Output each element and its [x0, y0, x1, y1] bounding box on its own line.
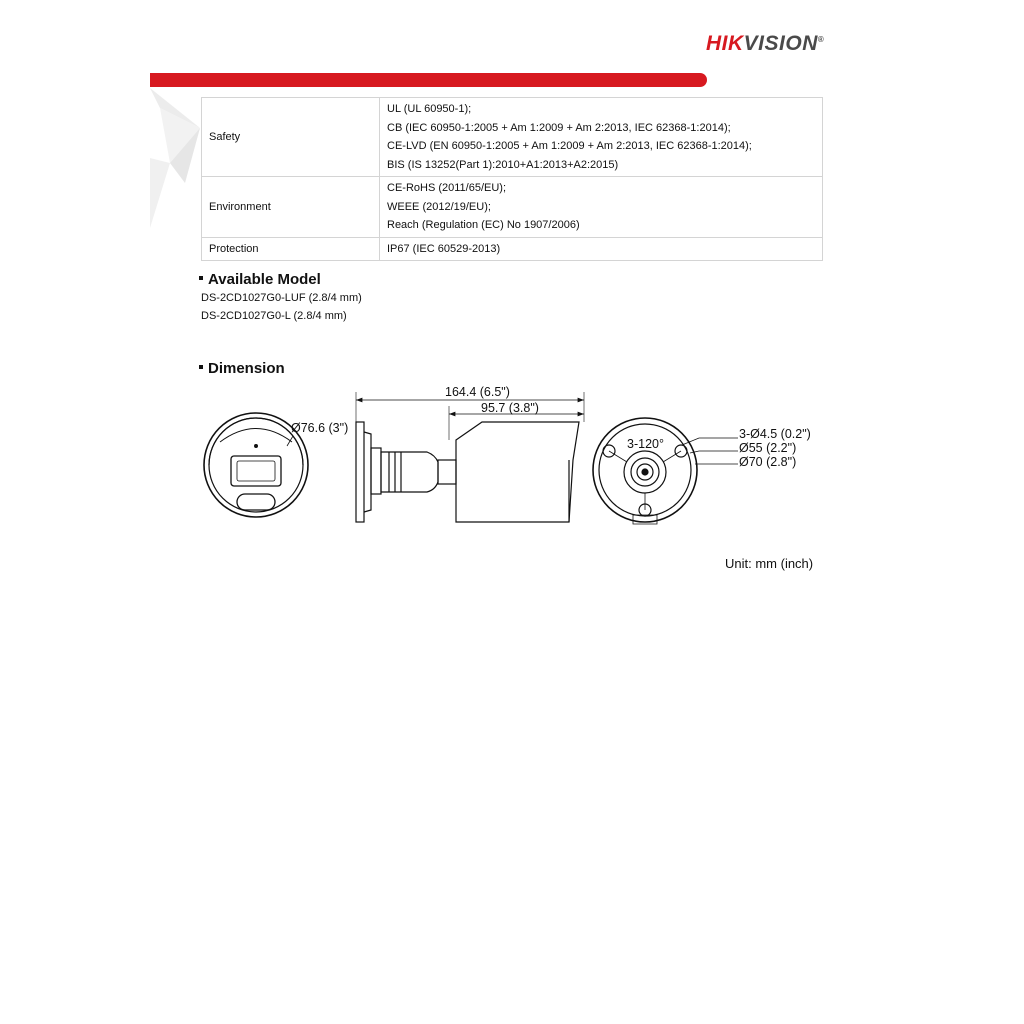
spec-key: Environment	[202, 177, 380, 238]
header-red-bar	[150, 73, 707, 87]
registered-mark: ®	[817, 35, 825, 44]
model-item: DS-2CD1027G0-L (2.8/4 mm)	[201, 310, 347, 322]
spec-value-line: UL (UL 60950-1);	[387, 103, 472, 115]
spec-table	[201, 97, 823, 261]
bullet-square-icon	[199, 365, 203, 369]
spec-value-line: CB (IEC 60950-1:2005 + Am 1:2009 + Am 2:2013, IEC 62368-1:2014);	[387, 121, 731, 134]
outer-diameter-label: Ø70 (2.8")	[739, 455, 797, 469]
spec-value-line: BIS (IS 13252(Part 1):2010+A1:2013+A2:2015)	[387, 158, 619, 171]
spec-value-line: Reach (Regulation (EC) No 1907/2006)	[387, 219, 580, 231]
dimension-title: Dimension	[208, 360, 285, 377]
available-model-title: Available Model	[208, 271, 321, 288]
available-model-heading	[199, 271, 321, 288]
spec-value	[380, 177, 823, 238]
brand-logo	[706, 32, 824, 56]
spec-key: Protection	[202, 237, 380, 261]
table-row	[202, 177, 823, 238]
brand-name-red: HIK	[706, 32, 744, 55]
hole-angle-label: 3-120°	[627, 437, 664, 451]
overall-length-label: 164.4 (6.5")	[445, 385, 510, 399]
base-view	[593, 418, 697, 524]
brand-name-grey: VISION	[743, 32, 818, 55]
model-item: DS-2CD1027G0-LUF (2.8/4 mm)	[201, 292, 362, 304]
bullet-square-icon	[199, 276, 203, 280]
front-diameter-label: Ø76.6 (3")	[291, 421, 349, 435]
inner-diameter-label: Ø55 (2.2")	[739, 441, 797, 455]
spec-value-line: CE-LVD (EN 60950-1:2005 + Am 1:2009 + Am 2:2013, IEC 62368-1:2014);	[387, 140, 752, 152]
spec-value-line: WEEE (2012/19/EU);	[387, 200, 491, 213]
table-row	[202, 237, 823, 261]
hole-spec-label: 3-Ø4.5 (0.2")	[739, 427, 811, 441]
table-row	[202, 98, 823, 177]
dimension-heading	[199, 360, 285, 377]
spec-value	[380, 237, 823, 261]
spec-key: Safety	[202, 98, 380, 177]
spec-value	[380, 98, 823, 177]
body-length-label: 95.7 (3.8")	[481, 401, 539, 415]
side-view	[356, 422, 579, 522]
spec-value-line: IP67 (IEC 60529-2013)	[387, 242, 501, 255]
unit-label: Unit: mm (inch)	[725, 556, 814, 571]
spec-value-line: CE-RoHS (2011/65/EU);	[387, 182, 507, 194]
dimension-drawing	[195, 380, 835, 540]
